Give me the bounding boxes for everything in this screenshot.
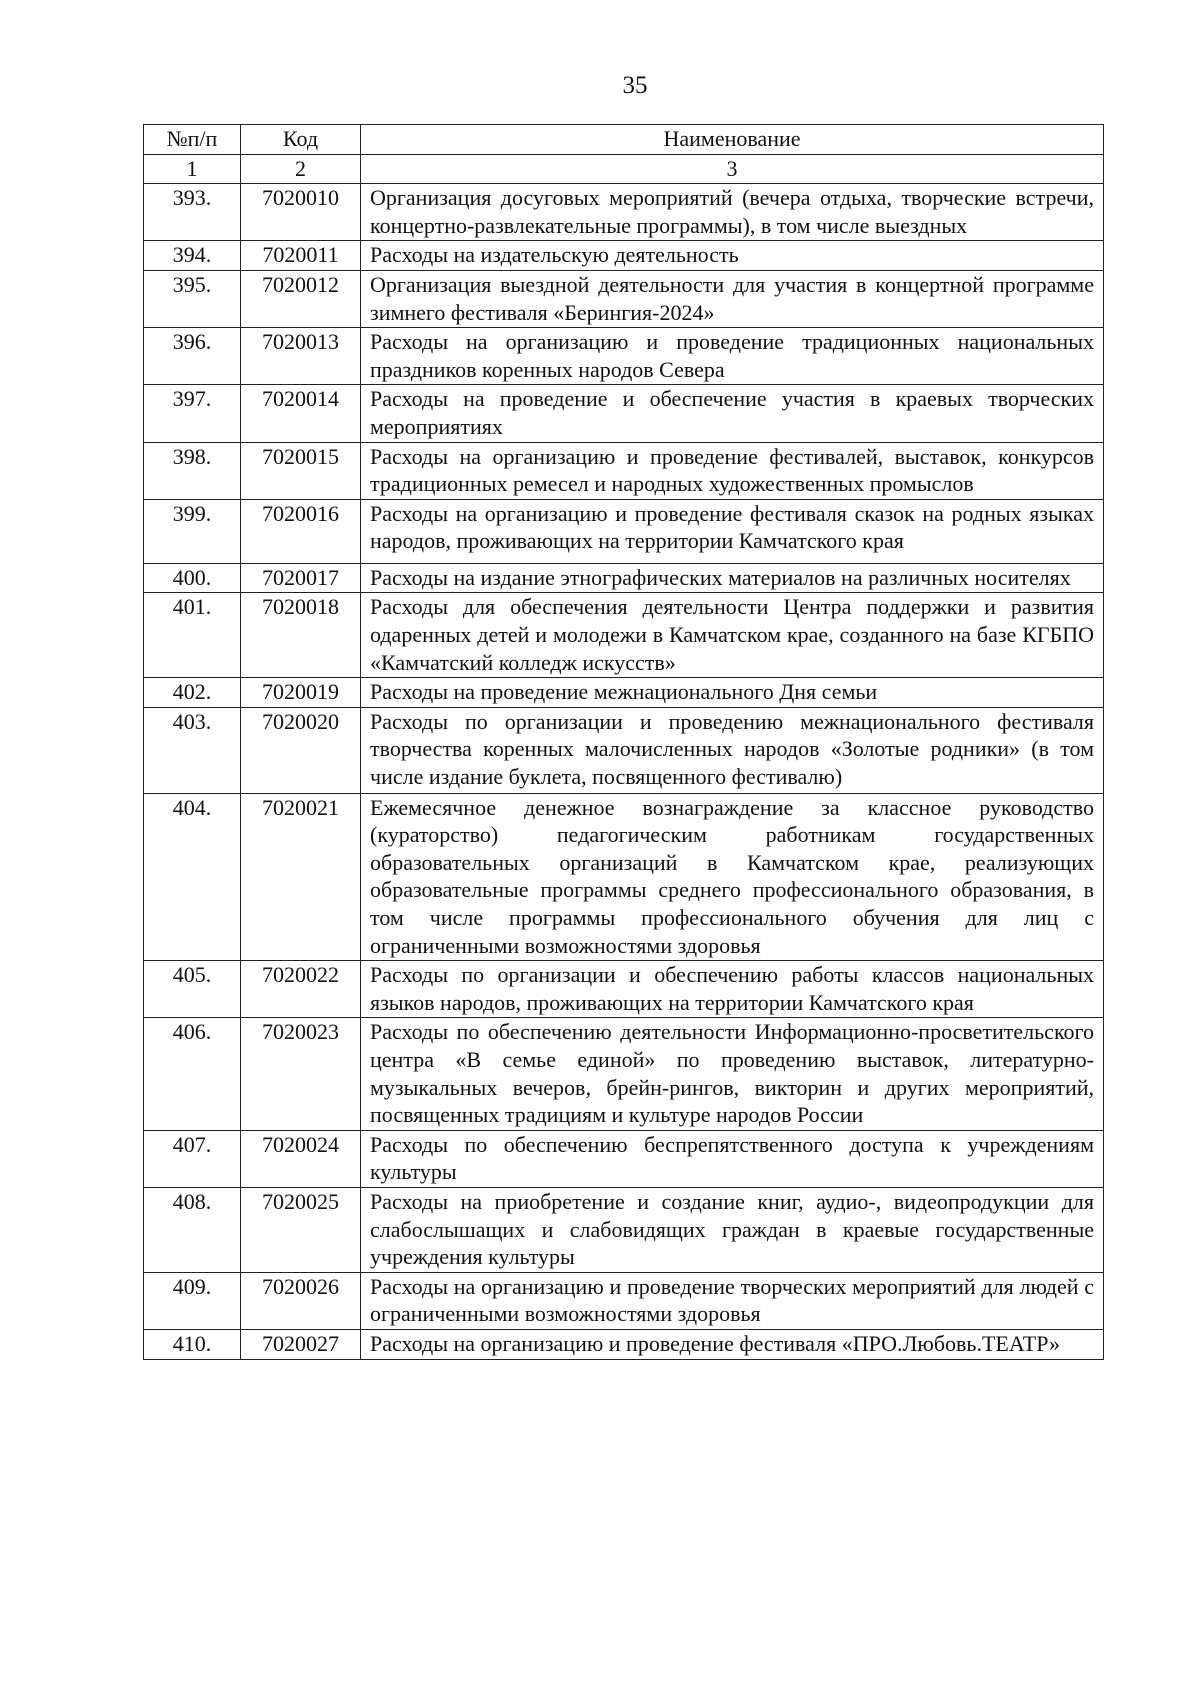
table-row (144, 1329, 1104, 1359)
table-row (144, 563, 1104, 593)
table-row (144, 961, 1104, 1018)
table-row (144, 328, 1104, 385)
column-number-2: 2 (241, 154, 361, 184)
header-code: Код (241, 125, 361, 155)
table-row (144, 1272, 1104, 1329)
table-row (144, 1188, 1104, 1273)
row-number: 393. (144, 184, 241, 241)
table-row (144, 593, 1104, 678)
table-row (144, 184, 1104, 241)
row-number: 401. (144, 593, 241, 678)
row-number: 409. (144, 1272, 241, 1329)
row-code: 7020015 (241, 442, 361, 499)
row-code: 7020023 (241, 1018, 361, 1130)
table-row (144, 1018, 1104, 1130)
header-name: Наименование (361, 125, 1104, 155)
table-row (144, 241, 1104, 271)
row-number: 396. (144, 328, 241, 385)
row-number: 394. (144, 241, 241, 271)
row-number: 397. (144, 385, 241, 442)
row-name: Организация досуговых мероприятий (вечера отдыха, творческие встречи, концертно-развлекательные программы), в том числе выездных (361, 184, 1104, 241)
column-number-1: 1 (144, 154, 241, 184)
row-number: 406. (144, 1018, 241, 1130)
table-row (144, 385, 1104, 442)
row-number: 404. (144, 793, 241, 961)
row-name: Расходы на проведение и обеспечение участия в краевых творческих мероприятиях (361, 385, 1104, 442)
column-number-row (144, 154, 1104, 184)
row-name: Расходы по организации и проведению межнационального фестиваля творчества коренных малочисленных народов «Золотые родники» (в том числе издание буклета, посвященного фестивалю) (361, 707, 1104, 793)
row-code: 7020022 (241, 961, 361, 1018)
table-row (144, 793, 1104, 961)
row-name: Расходы по организации и обеспечению работы классов национальных языков народов, проживающих на территории Камчатского края (361, 961, 1104, 1018)
row-name: Расходы на издательскую деятельность (361, 241, 1104, 271)
row-name: Расходы на организацию и проведение фестивалей, выставок, конкурсов традиционных ремесел и народных художественных промыслов (361, 442, 1104, 499)
row-name: Ежемесячное денежное вознаграждение за классное руководство (кураторство) педагогическим работникам государственных образовательных организаций в Камчатском крае, реализующих образовательные программы среднего профессионального образования, в том числе программы профессионального обучения для лиц с ограниченными возможностями здоровья (361, 793, 1104, 961)
row-number: 398. (144, 442, 241, 499)
table-row (144, 442, 1104, 499)
column-number-3: 3 (361, 154, 1104, 184)
row-code: 7020010 (241, 184, 361, 241)
row-code: 7020020 (241, 707, 361, 793)
table-row (144, 270, 1104, 327)
table-row (144, 707, 1104, 793)
row-number: 399. (144, 499, 241, 563)
table-row (144, 678, 1104, 708)
row-name: Расходы для обеспечения деятельности Центра поддержки и развития одаренных детей и молодежи в Камчатском крае, созданного на базе КГБПО «Камчатский колледж искусств» (361, 593, 1104, 678)
row-number: 400. (144, 563, 241, 593)
row-code: 7020012 (241, 270, 361, 327)
row-number: 407. (144, 1130, 241, 1187)
row-name: Расходы на организацию и проведение традиционных национальных праздников коренных народов Севера (361, 328, 1104, 385)
row-code: 7020027 (241, 1329, 361, 1359)
row-code: 7020014 (241, 385, 361, 442)
row-code: 7020024 (241, 1130, 361, 1187)
row-number: 402. (144, 678, 241, 708)
row-code: 7020019 (241, 678, 361, 708)
row-number: 408. (144, 1188, 241, 1273)
row-name: Расходы на организацию и проведение творческих мероприятий для людей с ограниченными возможностями здоровья (361, 1272, 1104, 1329)
row-code: 7020013 (241, 328, 361, 385)
table-row (144, 1130, 1104, 1187)
row-code: 7020026 (241, 1272, 361, 1329)
row-name: Организация выездной деятельности для участия в концертной программе зимнего фестиваля «Берингия-2024» (361, 270, 1104, 327)
row-number: 405. (144, 961, 241, 1018)
row-name: Расходы по обеспечению беспрепятственного доступа к учреждениям культуры (361, 1130, 1104, 1187)
header-number: №п/п (144, 125, 241, 155)
table-row (144, 499, 1104, 563)
row-number: 395. (144, 270, 241, 327)
row-name: Расходы на издание этнографических материалов на различных носителях (361, 563, 1104, 593)
row-code: 7020017 (241, 563, 361, 593)
row-code: 7020018 (241, 593, 361, 678)
row-name: Расходы на проведение межнационального Дня семьи (361, 678, 1104, 708)
row-name: Расходы на организацию и проведение фестиваля сказок на родных языках народов, проживающих на территории Камчатского края (361, 499, 1104, 563)
row-name: Расходы на приобретение и создание книг, аудио-, видеопродукции для слабослышащих и слабовидящих граждан в краевые государственные учреждения культуры (361, 1188, 1104, 1273)
row-code: 7020025 (241, 1188, 361, 1273)
row-name: Расходы на организацию и проведение фестиваля «ПРО.Любовь.ТЕАТР» (361, 1329, 1104, 1359)
row-code: 7020011 (241, 241, 361, 271)
page-number: 35 (622, 72, 648, 99)
row-number: 403. (144, 707, 241, 793)
row-number: 410. (144, 1329, 241, 1359)
row-code: 7020021 (241, 793, 361, 961)
row-name: Расходы по обеспечению деятельности Информационно-просветительского центра «В семье единой» по проведению выставок, литературно-музыкальных вечеров, брейн-рингов, викторин и других мероприятий, посвященных традициям и культуре народов России (361, 1018, 1104, 1130)
budget-codes-table (143, 124, 1104, 1360)
row-code: 7020016 (241, 499, 361, 563)
table-header-row (144, 125, 1104, 155)
